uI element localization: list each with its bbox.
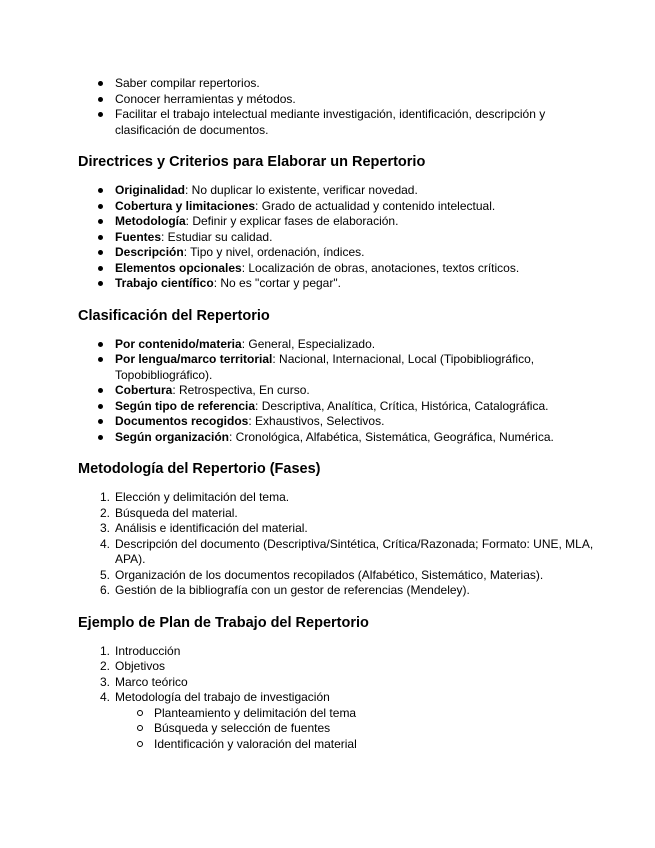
clasificacion-list (78, 337, 595, 446)
section-heading-plan: Ejemplo de Plan de Trabajo del Repertorio (78, 614, 369, 631)
list-item (78, 690, 595, 706)
list-item (78, 214, 595, 230)
item-number: 3. (99, 674, 110, 689)
item-text: Introducción (115, 643, 181, 658)
list-item (78, 430, 595, 446)
item-desc: : Grado de actualidad y contenido intelectual. (255, 198, 496, 213)
item-number: 3. (99, 521, 110, 535)
section-heading-clasificacion: Clasificación del Repertorio (78, 307, 270, 324)
item-term: Originalidad (115, 183, 186, 197)
item-term: Metodología (115, 214, 186, 228)
list-item (78, 399, 595, 415)
list-item (78, 521, 595, 537)
item-desc: : Retrospectiva, En curso. (172, 383, 310, 397)
item-text: Objetivos (115, 659, 166, 673)
list-item (78, 414, 595, 430)
list-item (78, 230, 595, 246)
item-text: Gestión de la bibliografía con un gestor de referencias (Mendeley). (115, 583, 470, 597)
item-term: Cobertura (115, 383, 173, 397)
item-term: Según organización (115, 429, 230, 444)
metodologia-list (78, 490, 595, 599)
item-text: Organización de los documentos recopilados (Alfabético, Sistemático, Materias). (115, 567, 544, 582)
item-desc: : Estudiar su calidad. (161, 229, 273, 244)
list-item: Facilitar el trabajo intelectual mediante investigación, identificación, descripción y clasificación de documentos. (78, 107, 595, 138)
list-item: Saber compilar repertorios. (78, 76, 595, 92)
list-item (78, 644, 595, 660)
item-term: Por contenido/materia (115, 336, 242, 351)
item-text: Descripción del documento (Descriptiva/Sintética, Crítica/Razonada; Formato: UNE, MLA, APA). (115, 536, 594, 566)
item-number: 1. (99, 490, 110, 504)
list-item (78, 276, 595, 292)
item-desc: : No es "cortar y pegar". (213, 276, 341, 290)
list-item: Planteamiento y delimitación del tema (78, 706, 595, 722)
item-desc: : Tipo y nivel, ordenación, índices. (183, 245, 365, 259)
list-item: Identificación y valoración del material (78, 737, 595, 753)
item-number: 2. (99, 659, 110, 673)
list-item (78, 261, 595, 277)
item-number: 4. (99, 536, 110, 551)
item-term: Por lengua/marco territorial (115, 352, 273, 366)
item-term: Documentos recogidos (115, 414, 249, 428)
list-item (78, 659, 595, 675)
item-term: Cobertura y limitaciones (115, 198, 256, 213)
list-item (78, 568, 595, 584)
item-text: Marco teórico (115, 674, 188, 689)
list-item: Conocer herramientas y métodos. (78, 92, 595, 108)
item-desc: : No duplicar lo existente, verificar novedad. (185, 183, 418, 197)
plan-sublist (78, 706, 595, 753)
list-item (78, 675, 595, 691)
item-desc: : General, Especializado. (241, 336, 376, 351)
item-number: 4. (99, 690, 110, 704)
item-desc: : Nacional, Internacional, Local (Tipobibliográfico, Topobibliográfico). (115, 352, 535, 382)
plan-list (78, 644, 595, 706)
section-heading-metodologia: Metodología del Repertorio (Fases) (78, 461, 321, 477)
list-item (78, 583, 595, 599)
list-item (78, 506, 595, 522)
list-item (78, 183, 595, 199)
item-desc: : Definir y explicar fases de elaboración. (185, 214, 399, 228)
list-item (78, 537, 595, 568)
list-item (78, 383, 595, 399)
item-number: 1. (99, 643, 110, 658)
item-text: Análisis e identificación del material. (115, 521, 308, 535)
item-desc: : Cronológica, Alfabética, Sistemática, Geográfica, Numérica. (229, 429, 554, 444)
item-term: Trabajo científico (115, 276, 214, 290)
list-item (78, 337, 595, 353)
item-number: 2. (99, 505, 110, 520)
list-item (78, 352, 595, 383)
item-number: 5. (99, 567, 110, 582)
item-desc: : Localización de obras, anotaciones, textos críticos. (241, 260, 520, 275)
item-desc: : Exhaustivos, Selectivos. (248, 414, 385, 428)
item-text: Metodología del trabajo de investigación (115, 690, 330, 704)
item-term: Fuentes (115, 229, 162, 244)
intro-list (78, 76, 595, 138)
list-item (78, 199, 595, 215)
item-term: Descripción (115, 245, 184, 259)
list-item (78, 490, 595, 506)
section-heading-directrices: Directrices y Criterios para Elaborar un Repertorio (78, 154, 426, 170)
item-term: Según tipo de referencia (115, 398, 256, 413)
list-item (78, 245, 595, 261)
item-text: Búsqueda del material. (115, 505, 238, 520)
item-number: 6. (99, 583, 110, 597)
item-text: Elección y delimitación del tema. (115, 490, 290, 504)
list-item: Búsqueda y selección de fuentes (78, 721, 595, 737)
item-desc: : Descriptiva, Analítica, Crítica, Histórica, Catalográfica. (255, 398, 549, 413)
item-term: Elementos opcionales (115, 260, 242, 275)
directrices-list (78, 183, 595, 292)
